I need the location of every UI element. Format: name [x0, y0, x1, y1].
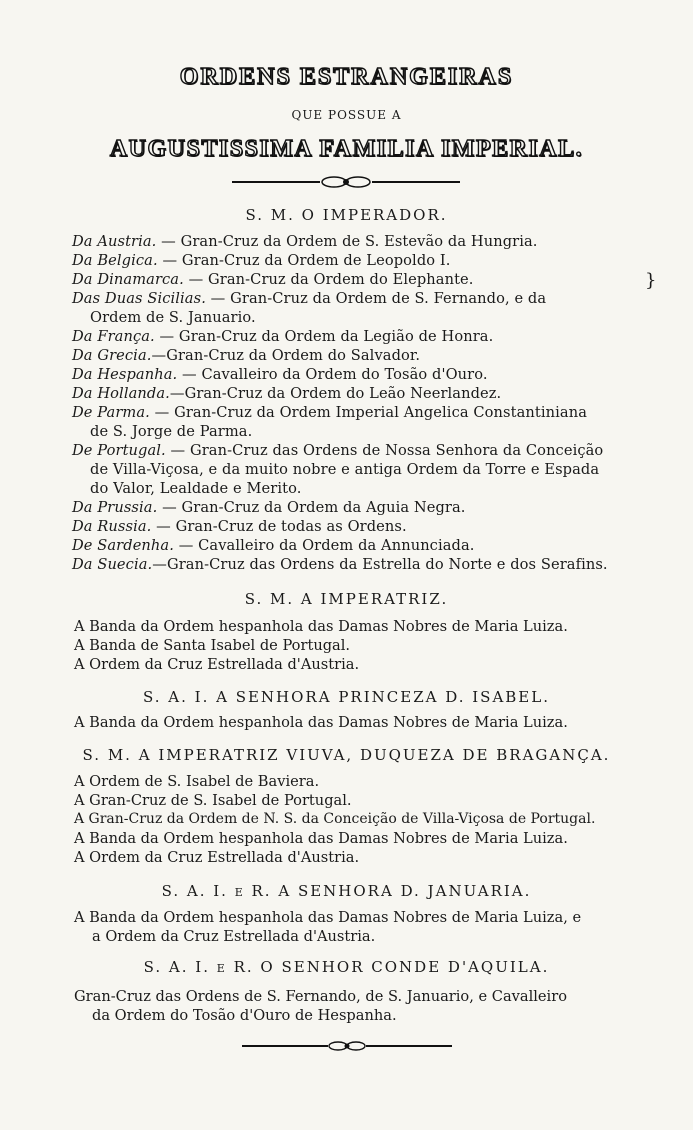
- entry-grecia: Da Grecia.—Gran-Cruz da Ordem do Salvador.: [72, 347, 421, 364]
- viuva-line-3: A Gran-Cruz da Ordem de N. S. da Conceição de Villa-Viçosa de Portugal.: [74, 811, 596, 827]
- imperatriz-line-2: A Banda de Santa Isabel de Portugal.: [74, 637, 351, 654]
- viuva-line-4: A Banda da Ordem hespanhola das Damas Nobres de Maria Luiza.: [74, 830, 568, 847]
- heading-januaria: S. A. I. E R. A SENHORA D. JANUARIA.: [161, 882, 532, 900]
- entry-sardenha: De Sardenha. — Cavalleiro da Ordem da Annunciada.: [72, 537, 475, 554]
- imperatriz-line-3: A Ordem da Cruz Estrellada d'Austria.: [74, 656, 360, 673]
- viuva-line-1: A Ordem de S. Isabel de Baviera.: [74, 773, 320, 790]
- januaria-paragraph: A Banda da Ordem hespanhola das Damas Nobres de Maria Luiza, e a Ordem da Cruz Estrellada d'Austria.: [74, 909, 582, 945]
- entry-austria: Da Austria. — Gran-Cruz da Ordem de S. Estevão da Hungria.: [72, 233, 538, 250]
- princeza-line-1: A Banda da Ordem hespanhola das Damas Nobres de Maria Luiza.: [74, 714, 568, 731]
- title-line-2: QUE POSSUE A: [291, 108, 402, 122]
- viuva-line-2: A Gran-Cruz de S. Isabel de Portugal.: [74, 792, 352, 809]
- entry-portugal: De Portugal. — Gran-Cruz das Ordens de Nossa Senhora da Conceição de Villa-Viçosa, e da muito nobre e antiga Ordem da Torre e Espada do Valor, Lealdade e Merito.: [72, 442, 604, 497]
- title-line-1: ORDENS ESTRANGEIRAS: [179, 64, 514, 90]
- entry-parma: De Parma. — Gran-Cruz da Ordem Imperial Angelica Constantiniana de S. Jorge de Parma.: [72, 404, 587, 440]
- heading-princeza: S. A. I. A SENHORA PRINCEZA D. ISABEL.: [143, 688, 550, 706]
- heading-imperador: S. M. O IMPERADOR.: [245, 206, 448, 224]
- ornament-divider-top: [0, 172, 693, 192]
- entry-prussia: Da Prussia. — Gran-Cruz da Ordem da Aguia Negra.: [72, 499, 466, 516]
- aquila-paragraph: Gran-Cruz das Ordens de S. Fernando, de S. Januario, e Cavalleiro da Ordem do Tosão d'Ouro de Hespanha.: [74, 988, 567, 1024]
- imperatriz-line-1: A Banda da Ordem hespanhola das Damas Nobres de Maria Luiza.: [74, 618, 568, 635]
- title-line-3: AUGUSTISSIMA FAMILIA IMPERIAL.: [109, 136, 584, 162]
- entry-duas-sicilias: Das Duas Sicilias. — Gran-Cruz da Ordem de S. Fernando, e da Ordem de S. Januario.: [72, 290, 547, 326]
- entry-hollanda: Da Hollanda.—Gran-Cruz da Ordem do Leão Neerlandez.: [72, 385, 502, 402]
- heading-viuva: S. M. A IMPERATRIZ VIUVA, DUQUEZA DE BRAGANÇA.: [82, 746, 611, 764]
- entry-russia: Da Russia. — Gran-Cruz de todas as Ordens.: [72, 518, 407, 535]
- entry-dinamarca: Da Dinamarca. — Gran-Cruz da Ordem do Elephante.: [72, 271, 474, 288]
- viuva-line-5: A Ordem da Cruz Estrellada d'Austria.: [74, 849, 360, 866]
- entry-suecia: Da Suecia.—Gran-Cruz das Ordens da Estrella do Norte e dos Serafins.: [72, 556, 608, 573]
- entry-belgica: Da Belgica. — Gran-Cruz da Ordem de Leopoldo I.: [72, 252, 451, 269]
- entry-franca: Da França. — Gran-Cruz da Ordem da Legião de Honra.: [72, 328, 494, 345]
- entry-hespanha: Da Hespanha. — Cavalleiro da Ordem do Tosão d'Ouro.: [72, 366, 488, 383]
- brace-mark: }: [645, 270, 657, 291]
- ornament-divider-bottom: [0, 1038, 693, 1054]
- heading-aquila: S. A. I. E R. O SENHOR CONDE D'AQUILA.: [143, 958, 550, 976]
- heading-imperatriz: S. M. A IMPERATRIZ.: [244, 590, 449, 608]
